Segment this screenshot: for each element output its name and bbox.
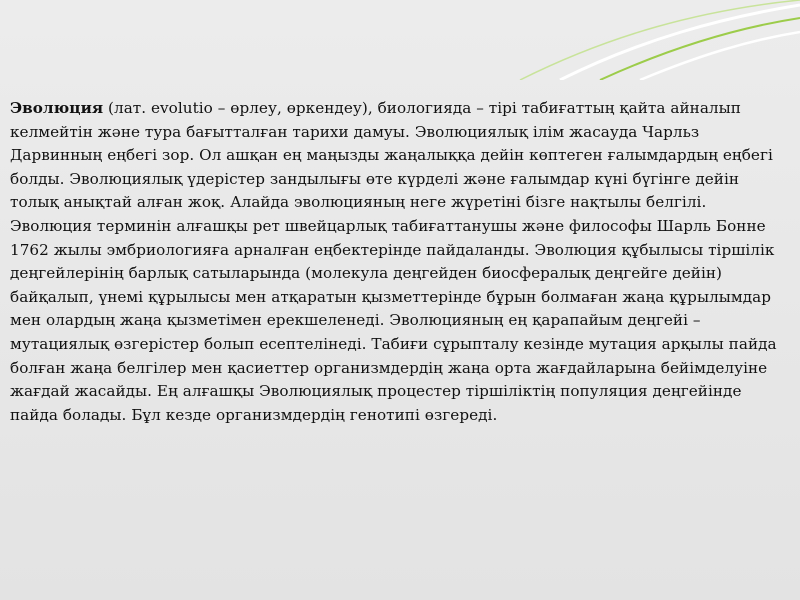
definition-text: (лат. evolutio – өрлеу, өркендеу), биологияда – тірі табиғаттың қайта айналып келмейтін және тура бағытталған тарихи дамуы. Эволюциялық ілім жасауда Чарльз Дарвинның еңбегі зор. Ол ашқан ең маңызды жаңалыққа дейін көптеген ғалымдардың еңбегі болды. Эволюциялық үдерістер зандылығы өте күрделі және ғалымдар күні бүгінге дейін толық анықтай алған жоқ. Алайда эволюцияның негe жүретіні бізге нақтылы белгілі. — [10, 99, 773, 212]
term-heading: Эволюция — [10, 99, 104, 117]
paragraph-definition — [10, 97, 790, 215]
slide-text-block — [10, 97, 790, 427]
paragraph-history: Эволюция терминін алғашқы рет швейцарлық табиғаттанушы және философы Шарль Бонне 1762 жылы эмбриологияға арналған еңбектерінде пайдаланды. Эволюция құбылысы тіршілік деңгейлерінің барлық сатыларында (молекула деңгейден биосфералық деңгейге дейін) байқалып, үнемі құрылысы мен атқаратын қызметтерінде бұрын болмаған жаңа құрылымдар мен олардың жаңа қызметімен ерекшеленеді. Эволюцияның ең қарапайым деңгейі – мутациялық өзгерістер болып есептелінеді. Табиғи сұрыпталу кезінде мутация арқылы пайда болған жаңа белгілер мен қасиеттер организмдердің жаңа орта жағдайларына бейімделуіне жағдай жасайды. Ең алғашқы Эволюциялық процестер тіршіліктің популяция деңгейінде пайда болады. Бұл кезде организмдердің генотипі өзгереді. — [10, 216, 777, 424]
